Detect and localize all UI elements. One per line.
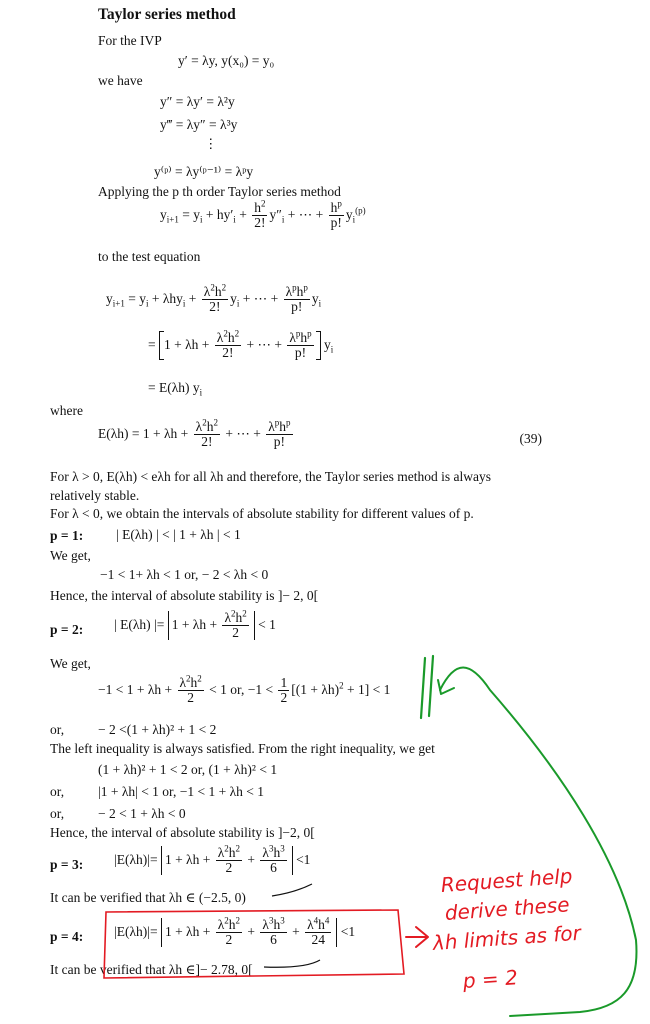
eq-third-derivative: y‴ = λy″ = λ³y [160,117,238,132]
text-or-1: or, [50,722,65,737]
green-double-bar [421,656,433,718]
label-p4: p = 4: [50,929,84,944]
label-p1: p = 1: [50,528,84,543]
p4-underline [264,960,320,967]
text-or-2: or, [50,784,65,799]
text-or-3: or, [50,806,65,821]
text-p3-verify: It can be verified that λh ∈ (−2.5, 0) [50,890,246,905]
eq-test-expansion-2: = 1 + λh + $\frac{\lambda^2h^2}{2!}$ + ⋯ + $\frac{\lambda^ph^p}{p!}$ $y_i$ [148,328,334,361]
text-p2-interval: Hence, the interval of absolute stability is ]−2, 0[ [50,825,315,840]
eq-taylor-method: $y_{i+1} = y_i + hy'_i$ + $\frac{h^2}{2!}$ $y''_i$ + ⋯ + $\frac{h^p}{p!}$ $y_i^{(p)}$ [160,198,366,231]
text-lambda-positive-1: For λ > 0, E(λh) < eλh for all λh and therefore, the Taylor series method is always [50,469,491,484]
p3-underline [272,884,312,896]
text-we-get-1: We get, [50,548,91,563]
text-test-equation: to the test equation [98,249,201,264]
text-p1-interval: Hence, the interval of absolute stability is ]− 2, 0[ [50,588,319,603]
eq-test-expansion-1: $y_{i+1} = y_i + \lambda hy_i$ + $\frac{\lambda^2h^2}{2!}$ $y_i$ + ⋯ + $\frac{\lambda^ph^p}{p!}$ $y_i$ [106,282,322,315]
eq-p4: |E(λh)|= 1 + λh + $\frac{\lambda^2h^2}{2}$ + $\frac{\lambda^3h^3}{6}$ + $\frac{\lambda^4h^4}{24}$ <1 [114,915,356,948]
label-p3: p = 3: [50,857,84,872]
eq-p2-inequality-4: |1 + λh| < 1 or, −1 < 1 + λh < 1 [98,784,265,799]
label-p2: p = 2: [50,622,84,637]
text-we-get-2: We get, [50,656,91,671]
handwritten-note-line-1: Request help [440,863,574,897]
red-arrow [406,927,428,947]
handwritten-note-line-4: p = 2 [462,965,519,993]
section-title: Taylor series method [98,6,236,23]
equation-number: (39) [519,431,542,446]
eq-pth-derivative: y⁽ᵖ⁾ = λy⁽ᵖ⁻¹⁾ = λᵖy [154,164,254,179]
green-bracket-arrow [440,668,637,1017]
eq-second-derivative: y″ = λy′ = λ²y [160,94,235,109]
text-where: where [50,403,83,418]
text-lambda-positive-2: relatively stable. [50,488,140,503]
text-left-inequality: The left inequality is always satisfied. From the right inequality, we get [50,741,435,756]
eq-p2-inequality-3: (1 + λh)² + 1 < 2 or, (1 + λh)² < 1 [98,762,278,777]
eq-p1-inequality: −1 < 1+ λh < 1 or, − 2 < λh < 0 [100,567,269,582]
text-p4-verify: It can be verified that λh ∈]− 2.78, 0[ [50,962,253,977]
vertical-dots: ⋮ [204,136,218,151]
eq-p1: | E(λh) | < | 1 + λh | < 1 [116,527,241,542]
eq-p3: |E(λh)|= 1 + λh + $\frac{\lambda^2h^2}{2}$ + $\frac{\lambda^3h^3}{6}$ <1 [114,843,311,876]
eq-p2: | E(λh) |= 1 + λh + $\frac{\lambda^2h^2}{2}$ < 1 [114,608,276,641]
eq-test-expansion-3: = E(λh) $y_i$ [148,380,203,398]
text-lambda-negative: For λ < 0, we obtain the intervals of absolute stability for different values of p. [50,506,474,521]
handwritten-note-line-3: λh limits as for [432,920,582,955]
text-applying: Applying the p th order Taylor series method [98,184,341,199]
eq-p2-inequality-1: −1 < 1 + λh + $\frac{\lambda^2h^2}{2}$ < 1 or, −1 < $\frac{1}{2}$ $[(1 + \lambda h)^2 + 1] < 1$ [98,673,391,706]
green-arrow-head [438,680,454,694]
eq-ivp: y′ = λy, y(x₀) = y₀ [178,53,275,68]
handwritten-note-line-2: derive these [444,892,571,925]
eq-p2-inequality-5: − 2 < 1 + λh < 0 [98,806,186,821]
eq-p2-inequality-2: − 2 <(1 + λh)² + 1 < 2 [98,722,217,737]
eq-E-definition: E(λh) = 1 + λh + $\frac{\lambda^2h^2}{2!}$ + ⋯ + $\frac{\lambda^ph^p}{p!}$ [98,417,291,450]
text-for-ivp: For the IVP [98,33,162,48]
text-we-have: we have [98,73,143,88]
